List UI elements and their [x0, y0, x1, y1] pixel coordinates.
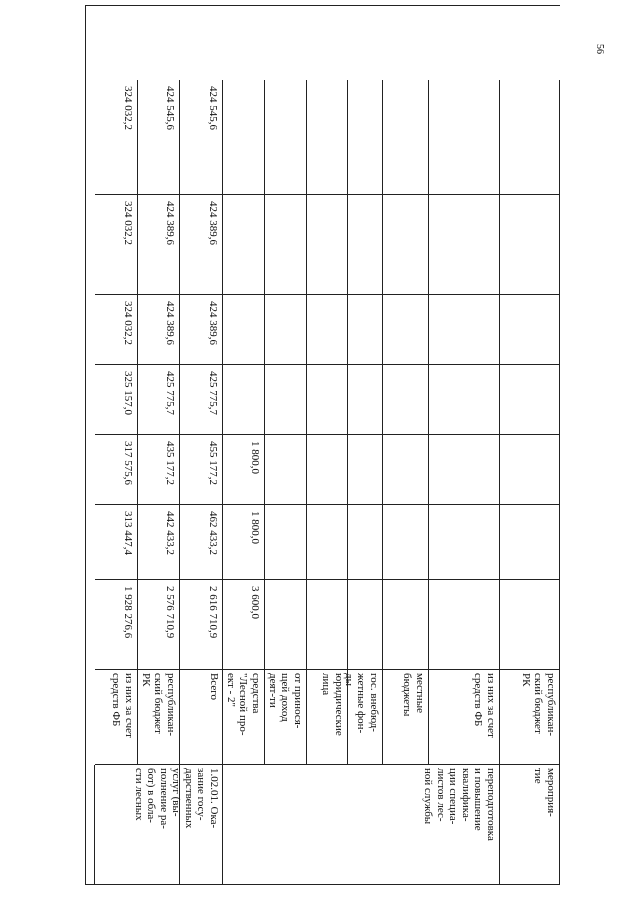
- row0-value-cell: [307, 505, 348, 580]
- row0-value-cell: [500, 505, 560, 580]
- row0-source-label-cell: [500, 670, 560, 765]
- row0-value-cell: [223, 435, 265, 505]
- row0-value-cell: [223, 80, 265, 195]
- row1-value: 313 447,4: [122, 511, 134, 555]
- row0-value-cell: [383, 580, 429, 670]
- row1-value-cell: [138, 505, 180, 580]
- row1-description: 1.02.01. Ока- зание госу- дарственных услуг (вы- полнение ра- бот) в обла- сти лесных: [133, 768, 220, 829]
- row0-value-cell: [348, 80, 383, 195]
- row1-value: 324 032,2: [122, 201, 134, 245]
- row0-value: 3 600,0: [249, 586, 261, 619]
- row0-source-label: местные бюджеты: [401, 673, 426, 717]
- row1-value-cell: [138, 580, 180, 670]
- row1-value: 424 389,6: [164, 301, 176, 345]
- row1-source-label-cell: [138, 670, 180, 765]
- row1-source-label-cell: [180, 670, 223, 765]
- row1-source-label: Всего: [208, 673, 220, 700]
- row0-value-cell: [265, 80, 307, 195]
- row0-value-cell: [348, 295, 383, 365]
- row1-value-cell: [180, 365, 223, 435]
- row0-value-cell: [383, 365, 429, 435]
- row0-title: мероприя- тие: [532, 768, 557, 817]
- row0-value-cell: [429, 365, 500, 435]
- row0-value-cell: [223, 365, 265, 435]
- row1-value: 435 177,2: [164, 441, 176, 485]
- row0-value-cell: [383, 435, 429, 505]
- row0-source-label: средства "Лесной про- ект - 2": [225, 673, 262, 736]
- row0-description-cell: [223, 765, 500, 885]
- row1-value: 425 775,7: [164, 371, 176, 415]
- row0-value-cell: [348, 195, 383, 295]
- row1-value-cell: [180, 295, 223, 365]
- row0-source-label: от принося- щей доход деят-ти: [267, 673, 304, 729]
- row0-value-cell: [223, 195, 265, 295]
- row0-value-cell: [383, 195, 429, 295]
- row1-description-cell: [95, 765, 223, 885]
- row0-value-cell: [223, 295, 265, 365]
- row0-value-cell: [500, 295, 560, 365]
- row0-value-cell: [429, 80, 500, 195]
- row1-value: 455 177,2: [207, 441, 219, 485]
- row1-value-cell: [180, 435, 223, 505]
- row0-value-cell: [348, 435, 383, 505]
- row1-value: 424 389,6: [207, 201, 219, 245]
- row1-value-cell: [180, 80, 223, 195]
- row1-value: 424 545,6: [164, 86, 176, 130]
- row1-value-cell: [180, 195, 223, 295]
- row1-value-cell: [138, 365, 180, 435]
- row1-source-label: республикан- ский бюджет РК: [140, 673, 177, 737]
- row0-value-cell: [429, 295, 500, 365]
- row0-value-cell: [265, 435, 307, 505]
- row0-value-cell: [223, 580, 265, 670]
- row0-source-label-cell: [429, 670, 500, 765]
- row1-value-cell: [180, 580, 223, 670]
- row0-value-cell: [265, 505, 307, 580]
- row0-value-cell: [429, 505, 500, 580]
- row1-value-cell: [95, 295, 138, 365]
- row0-value-cell: [265, 365, 307, 435]
- row0-value-cell: [223, 505, 265, 580]
- row1-value-cell: [138, 195, 180, 295]
- row1-value: 424 545,6: [207, 86, 219, 130]
- page-number: [591, 44, 605, 58]
- row1-value-cell: [95, 80, 138, 195]
- row1-title-block: [85, 765, 95, 885]
- row0-value-cell: [383, 295, 429, 365]
- row0-value-cell: [429, 435, 500, 505]
- row1-value: 1 928 276,6: [122, 586, 134, 639]
- row0-source-label-cell: [307, 670, 348, 765]
- row0-source-label-cell: [343, 670, 383, 765]
- row0-value-cell: [307, 435, 348, 505]
- row0-value-cell: [307, 80, 348, 195]
- budget-table: [85, 5, 560, 885]
- row1-value-cell: [95, 435, 138, 505]
- row1-value: 424 389,6: [164, 201, 176, 245]
- row1-value-cell: [138, 435, 180, 505]
- row0-value-cell: [348, 580, 383, 670]
- row1-source-label-cell: [95, 670, 138, 765]
- row1-value: 317 575,6: [122, 441, 134, 485]
- row0-source-label: республикан- ский бюджет РК: [520, 673, 557, 737]
- row0-value-cell: [348, 505, 383, 580]
- row1-value: 442 433,2: [164, 511, 176, 555]
- row1-value: 425 775,7: [207, 371, 219, 415]
- row1-value-cell: [95, 580, 138, 670]
- row0-value-cell: [383, 80, 429, 195]
- row0-source-label-cell: [223, 670, 265, 765]
- row1-source-label: из них за счет средств ФБ: [110, 673, 135, 738]
- row0-value-cell: [500, 195, 560, 295]
- row0-description: переподготовка и повышение квалифика- ции специа- листов лес- ной службы: [422, 768, 497, 841]
- row0-value-cell: [307, 365, 348, 435]
- row0-value-cell: [383, 505, 429, 580]
- page-number-text: 56: [594, 44, 605, 54]
- row0-value: 1 800,0: [249, 511, 261, 544]
- row1-value: 462 433,2: [207, 511, 219, 555]
- row0-value-cell: [265, 295, 307, 365]
- row1-value: 2 576 710,9: [164, 586, 176, 639]
- row0-source-label: гос. внебюд- жетные фон- ды: [343, 673, 380, 734]
- row0-source-label-cell: [383, 670, 429, 765]
- row0-value-cell: [265, 580, 307, 670]
- row0-value-cell: [348, 365, 383, 435]
- row0-value-cell: [307, 295, 348, 365]
- row1-value-cell: [95, 195, 138, 295]
- row0-source-label-cell: [265, 670, 307, 765]
- row1-value: 424 389,6: [207, 301, 219, 345]
- row1-value-cell: [95, 365, 138, 435]
- row1-value-cell: [95, 505, 138, 580]
- row0-value-cell: [500, 435, 560, 505]
- row0-value-cell: [500, 580, 560, 670]
- row1-value: 324 032,2: [122, 86, 134, 130]
- row0-value-cell: [429, 580, 500, 670]
- row0-value-cell: [429, 195, 500, 295]
- row1-value-cell: [138, 80, 180, 195]
- row0-value-cell: [265, 195, 307, 295]
- row0-value-cell: [500, 365, 560, 435]
- row1-value: 324 032,2: [122, 301, 134, 345]
- row0-source-label: из них за счет средств ФБ: [472, 673, 497, 738]
- row0-value-cell: [307, 580, 348, 670]
- row0-title-cell: [500, 765, 560, 885]
- row1-value-cell: [138, 295, 180, 365]
- row1-value: 2 616 710,9: [207, 586, 219, 639]
- row0-value-cell: [307, 195, 348, 295]
- row0-value-cell: [500, 80, 560, 195]
- row1-value: 325 157,0: [122, 371, 134, 415]
- row0-source-label: юридические лица: [320, 673, 345, 736]
- row1-value-cell: [180, 505, 223, 580]
- row0-value: 1 800,0: [249, 441, 261, 474]
